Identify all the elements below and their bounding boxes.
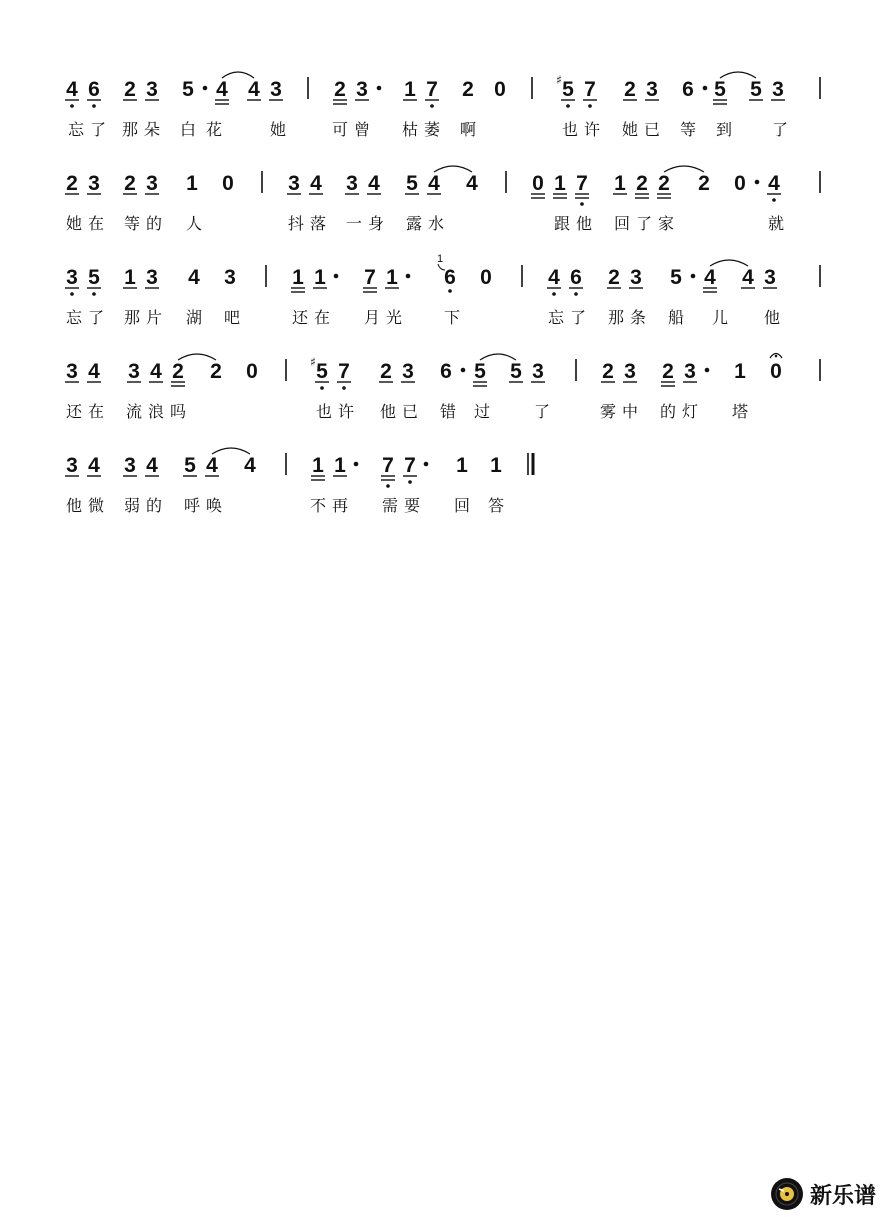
lyric: 那朵: [122, 120, 167, 139]
augmentation-dot: [705, 368, 710, 373]
note: 6: [88, 78, 100, 101]
low-octave-dot: [574, 292, 578, 296]
note: 5: [670, 266, 682, 289]
note: 4: [742, 266, 754, 289]
lyric: 回: [454, 496, 477, 515]
note: 7: [364, 266, 376, 289]
lyric: 他: [764, 308, 787, 327]
note: 3: [66, 360, 78, 383]
note: 3: [270, 78, 282, 101]
lyric: 吧: [224, 308, 247, 327]
sharp-sign: ♯: [556, 73, 562, 87]
note: 3: [288, 172, 300, 195]
lyric: 还在: [66, 402, 111, 421]
note: 5: [184, 454, 196, 477]
low-octave-dot: [70, 104, 74, 108]
note: 5: [406, 172, 418, 195]
note: 6: [440, 360, 452, 383]
augmentation-dot: [755, 180, 760, 185]
lyric: 枯萎: [402, 120, 447, 139]
low-octave-dot: [386, 484, 390, 488]
note: 4: [310, 172, 322, 195]
note: 1: [314, 266, 326, 289]
note: 5: [714, 78, 726, 101]
lyric: 船: [668, 308, 691, 327]
note: 2: [66, 172, 78, 195]
note: 4: [548, 266, 560, 289]
note: 0: [532, 172, 544, 195]
note: 3: [356, 78, 368, 101]
augmentation-dot: [377, 86, 382, 91]
lyric: 回了家: [614, 214, 681, 233]
note: 3: [124, 454, 136, 477]
note: 4: [206, 454, 218, 477]
low-octave-dot: [772, 198, 776, 202]
note: 5: [474, 360, 486, 383]
note: 3: [532, 360, 544, 383]
lyric: 她在: [66, 214, 111, 233]
lyric: 他已: [380, 402, 425, 421]
note: 3: [624, 360, 636, 383]
note: 3: [66, 454, 78, 477]
note: 2: [380, 360, 392, 383]
lyric: 那片: [124, 308, 169, 327]
note: 2: [124, 172, 136, 195]
lyric: 不再: [310, 496, 355, 515]
low-octave-dot: [552, 292, 556, 296]
note: 7: [576, 172, 588, 195]
low-octave-dot: [70, 292, 74, 296]
note: 4: [768, 172, 780, 195]
note: 4: [146, 454, 158, 477]
note: 2: [636, 172, 648, 195]
note: 4: [150, 360, 162, 383]
note: 3: [772, 78, 784, 101]
lyric: 等的: [124, 214, 169, 233]
low-octave-dot: [430, 104, 434, 108]
lyric: 就: [768, 214, 791, 233]
lyric: 跟他: [554, 214, 599, 233]
lyric: 错: [440, 402, 463, 421]
note: 3: [346, 172, 358, 195]
note: 2: [608, 266, 620, 289]
augmentation-dot: [406, 274, 411, 279]
lyric: 那条: [608, 308, 653, 327]
lyric: 忘了: [548, 308, 593, 327]
note: 0: [246, 360, 258, 383]
lyric: 了: [772, 120, 795, 139]
note: 6: [682, 78, 694, 101]
note: 5: [510, 360, 522, 383]
lyric: 月光: [364, 308, 409, 327]
lyric: 还在: [292, 308, 337, 327]
note: 2: [624, 78, 636, 101]
note: 1: [124, 266, 136, 289]
note: 4: [704, 266, 716, 289]
lyric: 过: [474, 402, 497, 421]
note: 3: [88, 172, 100, 195]
augmentation-dot: [461, 368, 466, 373]
lyric: 她: [270, 120, 293, 139]
augmentation-dot: [424, 462, 429, 467]
note: 4: [216, 78, 228, 101]
note: 7: [584, 78, 596, 101]
note: 4: [88, 454, 100, 477]
note: 3: [684, 360, 696, 383]
note: 2: [210, 360, 222, 383]
note: 1: [386, 266, 398, 289]
note: 3: [128, 360, 140, 383]
note: 3: [630, 266, 642, 289]
note: 4: [66, 78, 78, 101]
lyric: 露水: [406, 214, 451, 233]
note: 7: [404, 454, 416, 477]
note: 3: [146, 78, 158, 101]
note: 4: [248, 78, 260, 101]
note: 4: [428, 172, 440, 195]
lyric: 下: [444, 308, 467, 327]
lyric: 儿: [712, 308, 735, 327]
low-octave-dot: [320, 386, 324, 390]
note: 2: [658, 172, 670, 195]
lyric: 也许: [316, 402, 361, 421]
lyric: 可曾: [332, 120, 377, 139]
note: 4: [466, 172, 478, 195]
augmentation-dot: [354, 462, 359, 467]
brand-name: 新乐谱: [809, 1183, 876, 1209]
note: 5: [182, 78, 194, 101]
note: 6: [570, 266, 582, 289]
note: 1: [186, 172, 198, 195]
lyric: 了: [534, 402, 557, 421]
low-octave-dot: [566, 104, 570, 108]
note: 2: [172, 360, 184, 383]
lyric: 等: [680, 120, 703, 139]
low-octave-dot: [588, 104, 592, 108]
note: 3: [146, 172, 158, 195]
lyric: 呼唤: [184, 496, 229, 515]
note: 1: [292, 266, 304, 289]
lyric: 白: [180, 120, 203, 139]
lyric: 答: [488, 496, 511, 515]
note: 2: [462, 78, 474, 101]
note: 4: [88, 360, 100, 383]
low-octave-dot: [408, 480, 412, 484]
note: 4: [368, 172, 380, 195]
note: 3: [66, 266, 78, 289]
lyric: 他微: [66, 496, 111, 515]
lyric: 的灯: [660, 402, 705, 421]
grace-note: 1: [436, 253, 444, 265]
lyric: 雾中: [600, 402, 645, 421]
lyric: 她已: [622, 120, 667, 139]
note: 7: [426, 78, 438, 101]
note: 7: [382, 454, 394, 477]
note: 2: [124, 78, 136, 101]
note: 4: [244, 454, 256, 477]
lyric: 也许: [562, 120, 607, 139]
lyric: 流浪吗: [126, 402, 193, 421]
lyric: 到: [716, 120, 739, 139]
lyric: 忘了: [66, 308, 111, 327]
note: 0: [734, 172, 746, 195]
note: 5: [88, 266, 100, 289]
note: 1: [490, 454, 502, 477]
augmentation-dot: [203, 86, 208, 91]
lyric: 弱的: [124, 496, 169, 515]
lyric: 一身: [346, 214, 391, 233]
note: 5: [562, 78, 574, 101]
low-octave-dot: [92, 104, 96, 108]
note: 1: [614, 172, 626, 195]
augmentation-dot: [691, 274, 696, 279]
note: 3: [764, 266, 776, 289]
lyric: 忘了: [68, 120, 113, 139]
low-octave-dot: [580, 202, 584, 206]
note: 0: [770, 360, 782, 383]
lyric: 啊: [460, 120, 483, 139]
note: 0: [222, 172, 234, 195]
lyric: 塔: [732, 402, 755, 421]
lyric: 人: [186, 214, 209, 233]
fermata-dot: [775, 355, 778, 358]
augmentation-dot: [334, 274, 339, 279]
note: 3: [146, 266, 158, 289]
note: 1: [334, 454, 346, 477]
note: 2: [698, 172, 710, 195]
note: 3: [646, 78, 658, 101]
note: 3: [224, 266, 236, 289]
note: 0: [494, 78, 506, 101]
note: 2: [602, 360, 614, 383]
augmentation-dot: [703, 86, 708, 91]
note: 2: [334, 78, 346, 101]
brand-logo[interactable]: [770, 1177, 876, 1211]
note: 0: [480, 266, 492, 289]
note: 1: [456, 454, 468, 477]
note: 6: [444, 266, 456, 289]
note: 5: [316, 360, 328, 383]
note: 1: [734, 360, 746, 383]
lyric: 湖: [186, 308, 209, 327]
note: 3: [402, 360, 414, 383]
note: 2: [662, 360, 674, 383]
lyric: 抖落: [288, 214, 333, 233]
note: 1: [554, 172, 566, 195]
note: 7: [338, 360, 350, 383]
note: 1: [312, 454, 324, 477]
note: 1: [404, 78, 416, 101]
lyric: 花: [206, 120, 229, 139]
note: 4: [188, 266, 200, 289]
low-octave-dot: [448, 289, 452, 293]
sharp-sign: ♯: [310, 355, 316, 369]
lyric: 需要: [382, 496, 427, 515]
low-octave-dot: [342, 386, 346, 390]
low-octave-dot: [92, 292, 96, 296]
note: 5: [750, 78, 762, 101]
vinyl-record-icon: [770, 1177, 804, 1211]
